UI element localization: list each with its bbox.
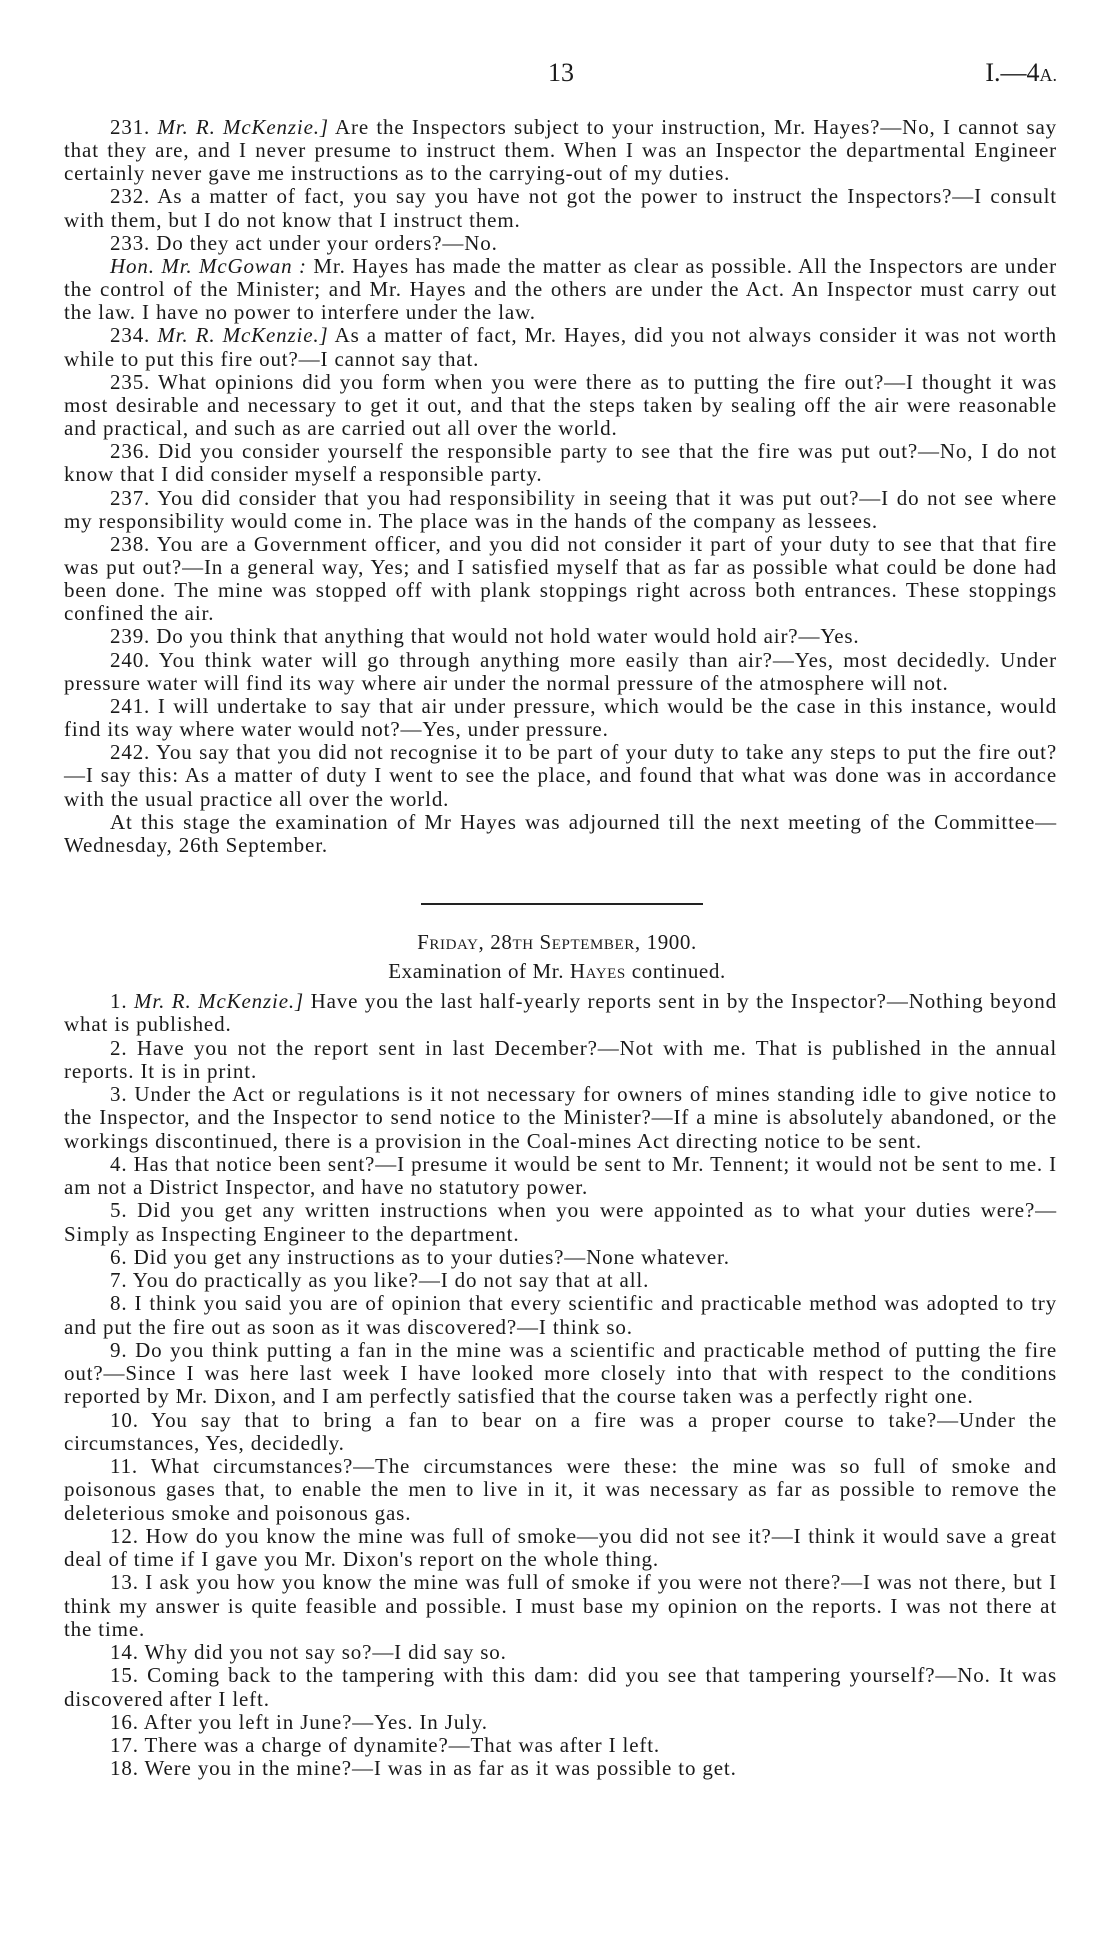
paragraph-text: Mr. Hayes has made the matter as clear as possible. All the Inspectors are under the control of the Minister; and Mr. Hayes and the others are under the Act. An Inspector must carry out the law. I have no power to interfere under the law.	[64, 253, 1057, 325]
testimony-paragraph	[64, 1757, 1057, 1780]
testimony-paragraph	[64, 116, 1057, 185]
paragraph-text: Do they act under your orders?—No.	[156, 230, 498, 255]
paragraph-text: You say that you did not recognise it to be part of your duty to take any steps to put the fire out?—I say this: As a matter of duty I went to see the place, and found that what was done was in accordance with the usual practice all over the world.	[64, 740, 1057, 811]
testimony-paragraph	[64, 1734, 1057, 1757]
session-date-heading: Friday, 28th September, 1900.	[417, 930, 697, 954]
testimony-paragraph	[64, 1455, 1057, 1525]
document-reference-suffix: A.	[1039, 65, 1057, 85]
question-number: 3.	[110, 1082, 128, 1106]
testimony-paragraph	[64, 1037, 1057, 1084]
question-number: 8.	[110, 1291, 128, 1316]
question-number: 16.	[110, 1709, 139, 1734]
testimony-paragraph	[64, 811, 1057, 857]
paragraph-text: There was a charge of dynamite?—That was after I left.	[144, 1733, 661, 1757]
testimony-paragraph	[64, 1525, 1057, 1572]
paragraph-text: What circumstances?—The circumstances were these: the mine was so full of smoke and poisonous gases that, to enable the men to live in it, it was necessary as far as possible to remove the deleterious smoke and poisonous gas.	[64, 1454, 1057, 1525]
speaker-name: Hon. Mr. McGowan :	[110, 253, 307, 278]
testimony-paragraph	[64, 1083, 1057, 1153]
speaker-name: Mr. R. McKenzie.]	[134, 989, 305, 1013]
testimony-paragraph	[64, 625, 1057, 648]
paragraph-text: Do you think putting a fan in the mine was a scientific and practicable method of putting the fire out?—Since I was here last week I have looked more closely into that with respect to the conditions reported by Mr. Dixon, and I am perfectly satisfied that the course taken was a perfectly right one.	[64, 1337, 1057, 1409]
paragraph-text: I ask you how you know the mine was full of smoke if you were not there?—I was not there, but I think my answer is quite feasible and possible. I must base my opinion on the reports. I was not there at the time.	[64, 1570, 1057, 1641]
testimony-paragraph	[64, 1409, 1057, 1456]
question-number: 233.	[110, 230, 151, 255]
testimony-paragraph	[64, 371, 1057, 440]
paragraph-text: As a matter of fact, you say you have not got the power to instruct the Inspectors?—I consult with them, but I do not know that I instruct them.	[64, 184, 1057, 232]
question-number: 12.	[110, 1523, 139, 1548]
paragraph-text: You did consider that you had responsibility in seeing that it was put out?—I do not see where my responsibility would come in. The place was in the hands of the company as lessees.	[64, 485, 1058, 533]
question-number: 10.	[110, 1407, 139, 1432]
testimony-paragraph	[64, 1339, 1057, 1409]
testimony-paragraph	[64, 1292, 1057, 1339]
speaker-name: Mr. R. McKenzie.]	[157, 323, 329, 348]
testimony-paragraph	[64, 1199, 1057, 1246]
paragraph-text: Were you in the mine?—I was in as far as it was possible to get.	[144, 1756, 737, 1781]
testimony-paragraph	[64, 255, 1057, 324]
speaker-name: Mr. R. McKenzie.]	[157, 115, 329, 139]
question-number: 18.	[110, 1756, 139, 1781]
testimony-paragraph	[64, 1153, 1057, 1200]
examination-suffix: continued.	[631, 959, 726, 983]
paragraph-text: You are a Government officer, and you did not consider it part of your duty to see that that fire was put out?—In a general way, Yes; and I satisfied myself that as far as possible what could be done had been done. The mine was stopped off with plank stoppings right across both entrances. These stoppings confined the air.	[64, 531, 1058, 626]
document-reference-main: I.—4	[985, 58, 1040, 87]
question-number: 13.	[110, 1570, 139, 1595]
testimony-paragraph	[64, 695, 1057, 741]
question-number: 238.	[110, 531, 151, 556]
testimony-paragraph	[64, 1246, 1057, 1269]
testimony-paragraph	[64, 440, 1057, 486]
testimony-paragraph	[64, 185, 1057, 231]
testimony-paragraph	[64, 1664, 1057, 1711]
testimony-paragraph	[64, 232, 1057, 255]
question-number: 9.	[110, 1337, 128, 1362]
paragraph-text: Did you consider yourself the responsible party to see that the fire was put out?—No, I do not know that I did consider myself a responsible party.	[64, 439, 1057, 487]
paragraph-text: At this stage the examination of Mr Hayes was adjourned till the next meeting of the Committee—Wednesday, 26th September.	[64, 809, 1057, 857]
paragraph-text: Did you get any written instructions when you were appointed as to what your duties were?—Simply as Inspecting Engineer to the department.	[64, 1198, 1057, 1246]
paragraph-text: You say that to bring a fan to bear on a fire was a proper course to take?—Under the circumstances, Yes, decidedly.	[64, 1407, 1057, 1455]
question-number: 235.	[110, 369, 151, 394]
question-number: 11.	[110, 1454, 139, 1478]
examination-subheading	[0, 959, 1114, 984]
question-number: 5.	[110, 1198, 128, 1223]
testimony-paragraph	[64, 1711, 1057, 1734]
paragraph-text: Did you get any instructions as to your duties?—None whatever.	[133, 1244, 730, 1269]
question-number: 1.	[110, 989, 128, 1013]
testimony-paragraph	[64, 741, 1057, 810]
paragraph-text: You think water will go through anything more easily than air?—Yes, most decidedly. Under pressure water will find its way where air under the normal pressure of the atmosphere will not.	[64, 647, 1058, 695]
question-number: 15.	[110, 1663, 139, 1688]
question-number: 236.	[110, 439, 151, 464]
paragraph-text: Do you think that anything that would not hold water would hold air?—Yes.	[156, 624, 860, 649]
question-number: 240.	[110, 647, 151, 672]
paragraph-text: What opinions did you form when you were there as to putting the fire out?—I thought it was most desirable and necessary to get it out, and that the steps taken by sealing off the air were reasonable and practical, and such as are carried out all over the world.	[64, 369, 1057, 441]
testimony-paragraph	[64, 487, 1057, 533]
testimony-section-2	[64, 990, 1057, 1781]
question-number: 239.	[110, 624, 151, 649]
question-number: 17.	[110, 1733, 139, 1757]
section-divider	[421, 903, 703, 905]
paragraph-text: Under the Act or regulations is it not necessary for owners of mines standing idle to give notice to the Inspector, and the Inspector to send notice to the Minister?—If a mine is absolutely abandoned, or the workings discontinued, there is a provision in the Coal-mines Act directing notice to be sent.	[64, 1082, 1057, 1153]
document-reference	[985, 58, 1057, 88]
testimony-paragraph	[64, 324, 1057, 370]
paragraph-text: I think you said you are of opinion that every scientific and practicable method was adopted to try and put the fire out as soon as it was discovered?—I think so.	[64, 1291, 1057, 1339]
testimony-paragraph	[64, 1641, 1057, 1664]
paragraph-text: Have you the last half-yearly reports sent in by the Inspector?—Nothing beyond what is published.	[64, 989, 1057, 1037]
page-number: 13	[548, 58, 574, 87]
question-number: 2.	[110, 1035, 128, 1060]
question-number: 237.	[110, 485, 151, 510]
question-number: 231.	[110, 115, 151, 139]
question-number: 7.	[110, 1268, 128, 1292]
paragraph-text: After you left in June?—Yes. In July.	[143, 1709, 488, 1734]
paragraph-text: Are the Inspectors subject to your instruction, Mr. Hayes?—No, I cannot say that they are, and I never presume to instruct them. When I was an Inspector the departmental Engineer certainly never gave me instructions as to the carrying-out of my duties.	[64, 115, 1058, 186]
question-number: 242.	[110, 740, 151, 765]
paragraph-text: Has that notice been sent?—I presume it would be sent to Mr. Tennent; it would not be sent to me. I am not a District Inspector, and have no statutory power.	[64, 1151, 1057, 1199]
paragraph-text: Coming back to the tampering with this dam: did you see that tampering yourself?—No. It was discovered after I left.	[64, 1663, 1057, 1711]
examination-prefix: Examination of Mr.	[388, 959, 565, 983]
question-number: 14.	[110, 1640, 139, 1664]
paragraph-text: Why did you not say so?—I did say so.	[144, 1640, 507, 1664]
paragraph-text: You do practically as you like?—I do not say that at all.	[132, 1268, 650, 1292]
testimony-paragraph	[64, 1571, 1057, 1641]
testimony-paragraph	[64, 990, 1057, 1037]
testimony-paragraph	[64, 649, 1057, 695]
question-number: 234.	[110, 323, 151, 348]
testimony-paragraph	[64, 533, 1057, 626]
witness-name: Hayes	[569, 959, 626, 983]
paragraph-text: Have you not the report sent in last December?—Not with me. That is published in the annual reports. It is in print.	[64, 1035, 1058, 1083]
testimony-section-1	[64, 116, 1057, 857]
question-number: 241.	[110, 693, 151, 718]
paragraph-text: As a matter of fact, Mr. Hayes, did you not always consider it was not worth while to put this fire out?—I cannot say that.	[64, 323, 1057, 371]
question-number: 4.	[110, 1151, 128, 1176]
paragraph-text: I will undertake to say that air under pressure, which would be the case in this instance, would find its way where water would not?—Yes, under pressure.	[64, 693, 1058, 742]
testimony-paragraph	[64, 1269, 1057, 1292]
question-number: 6.	[110, 1244, 128, 1269]
paragraph-text: How do you know the mine was full of smoke—you did not see it?—I think it would save a great deal of time if I gave you Mr. Dixon's report on the whole thing.	[64, 1523, 1057, 1571]
question-number: 232.	[110, 184, 151, 209]
